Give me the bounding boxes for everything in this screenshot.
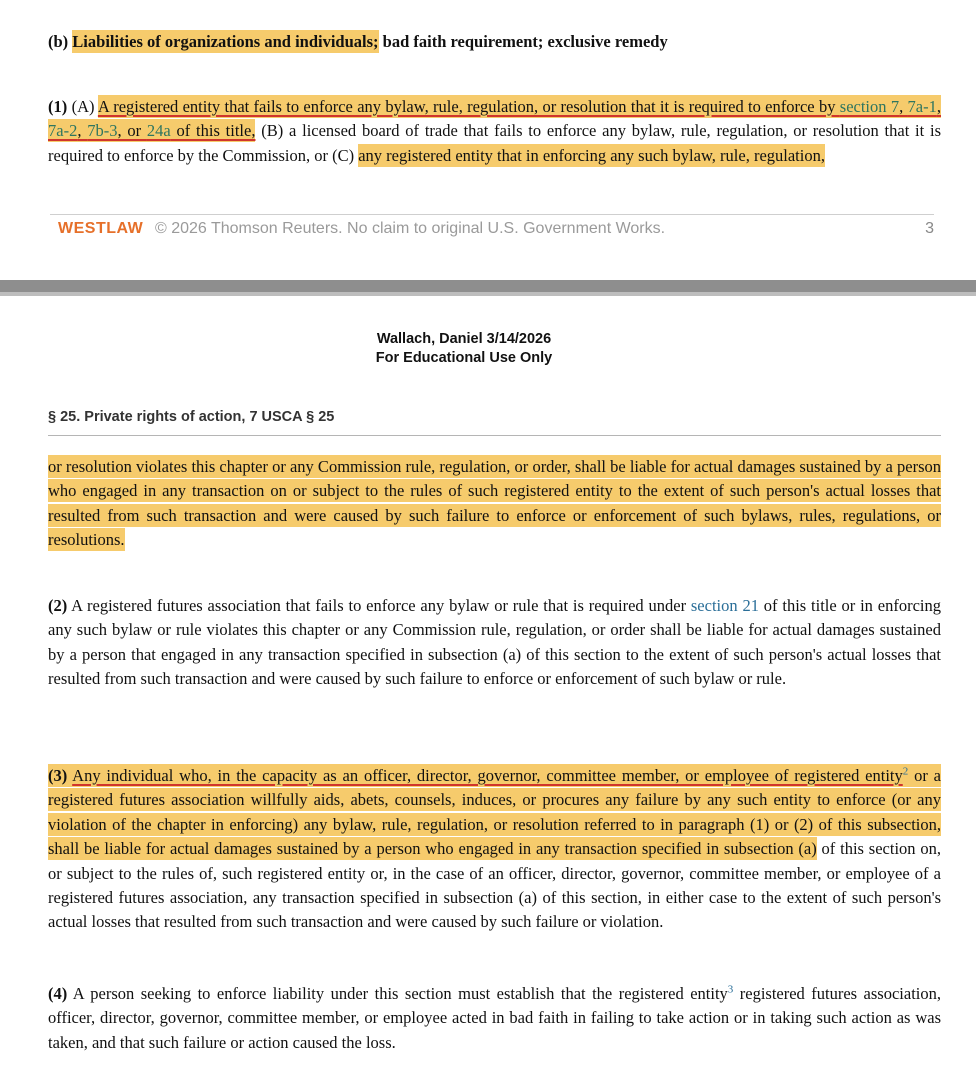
westlaw-logo: WESTLAW bbox=[58, 220, 144, 237]
clause-a-text: A registered entity that fails to enforce any bylaw, rule, regulation, or resolution that it is required to enforce by bbox=[97, 97, 840, 116]
paragraph-2-text-after: of this title or in enforcing any such bylaw or rule violates this chapter or any Commission rule, regulation, or order shall be liable for actual damages sustained by a person that engaged in any transaction specified in subsection (a) of this section to the extent of such person's actual losses that resulted from such transaction and were caused by such failure to enforce or enforcement of such bylaw or rule. bbox=[48, 596, 941, 689]
link-section-7[interactable]: section 7 bbox=[839, 97, 900, 116]
paragraph-1 bbox=[48, 95, 941, 168]
highlighted-heading-text: Liabilities of organizations and individuals; bbox=[72, 32, 379, 51]
paragraph-4 bbox=[48, 982, 941, 1055]
page-break-gutter bbox=[0, 280, 976, 296]
page-number: 3 bbox=[925, 220, 934, 237]
footnote-3-marker[interactable]: 3 bbox=[727, 983, 734, 996]
section-title: § 25. Private rights of action, 7 USCA § 25 bbox=[48, 409, 335, 425]
clause-a-ending: of this title, bbox=[170, 121, 256, 141]
section-divider bbox=[48, 435, 941, 436]
page-header bbox=[0, 330, 928, 368]
paragraph-4-label: (4) bbox=[48, 984, 68, 1003]
paragraph-3-plain-text: of this section on, or subject to the rules of, such registered entity or, in the case of an officer, director, governor, committee member, or employee of a registered futures association, any transaction specified in subsection (a) of this section, in either case to the extent of such person's actual losses that resulted from such transaction and were caused by such failure or violation. bbox=[48, 839, 941, 932]
link-separator: , bbox=[77, 121, 88, 141]
link-section-7a-2[interactable]: 7a-2 bbox=[48, 121, 78, 141]
paragraph-4-text-before: A person seeking to enforce liability under this section must establish that the registered entity bbox=[67, 984, 728, 1003]
footer-divider bbox=[50, 214, 934, 215]
subsection-b-heading bbox=[48, 30, 668, 54]
link-section-7a-1[interactable]: 7a-1 bbox=[907, 97, 937, 116]
paragraph-1-label: (1) bbox=[48, 97, 68, 116]
highlighted-continuation: or resolution violates this chapter or any Commission rule, regulation, or order, shall be liable for actual damages sustained by a person who engaged in any transaction on or subject to the rules of such registered entity to the extent of such person's actual losses that resulted from such transaction and were caused by such failure to enforce or enforcement of such bylaws, rules, regulations, or resolutions. bbox=[48, 457, 941, 550]
paragraph-1-continuation bbox=[48, 455, 941, 553]
paragraph-3-label: (3) bbox=[48, 766, 68, 785]
paragraph-3 bbox=[48, 764, 941, 935]
document-page-3 bbox=[0, 0, 976, 280]
subsection-b-label: (b) bbox=[48, 32, 69, 51]
link-separator: , bbox=[899, 97, 908, 116]
clause-b-text: (B) a licensed board of trade that fails to enforce any bylaw, rule, regulation, or resolution that it is required to enforce by the Commission, or (C) bbox=[48, 121, 942, 165]
link-separator: , bbox=[936, 97, 941, 116]
link-section-24a[interactable]: 24a bbox=[146, 121, 171, 141]
page-footer bbox=[58, 220, 934, 244]
clause-a-marker: (A) bbox=[67, 97, 98, 116]
copyright-notice: © 2026 Thomson Reuters. No claim to original U.S. Government Works. bbox=[155, 220, 666, 237]
highlighted-paragraph-3-text: or a registered futures association willfully aids, abets, counsels, induces, or procures any failure by any such entity to enforce (or any violation of the chapter in enforcing) any bylaw, rule, regulation, or resolution referred to in paragraph (1) or (2) of this subsection, shall be liable for actual damages sustained by a person who engaged in any transaction specified in subsection (a) bbox=[48, 766, 941, 859]
link-separator: , or bbox=[117, 121, 147, 141]
educational-use-notice: For Educational Use Only bbox=[375, 350, 553, 366]
user-and-date: Wallach, Daniel 3/14/2026 bbox=[376, 331, 552, 347]
link-section-7b-3[interactable]: 7b-3 bbox=[87, 121, 118, 141]
paragraph-2-text-before: A registered futures association that fails to enforce any bylaw or rule that is required under bbox=[67, 596, 691, 615]
heading-rest-text: bad faith requirement; exclusive remedy bbox=[378, 32, 668, 51]
paragraph-2-label: (2) bbox=[48, 596, 68, 615]
footnote-2-marker[interactable]: 2 bbox=[902, 765, 909, 778]
link-section-21[interactable]: section 21 bbox=[690, 596, 759, 615]
underlined-individual-liability: Any individual who, in the capacity as an officer, director, governor, committee member, or employee of registered entity bbox=[72, 766, 903, 785]
highlighted-clause-c: any registered entity that in enforcing any such bylaw, rule, regulation, bbox=[358, 145, 825, 165]
paragraph-2 bbox=[48, 594, 941, 692]
paragraph-4-text-after: registered futures association, officer, director, governor, committee member, or employee acted in bad faith in failing to take action or in taking such action as was taken, and that such failure or action caused the loss. bbox=[48, 984, 941, 1052]
